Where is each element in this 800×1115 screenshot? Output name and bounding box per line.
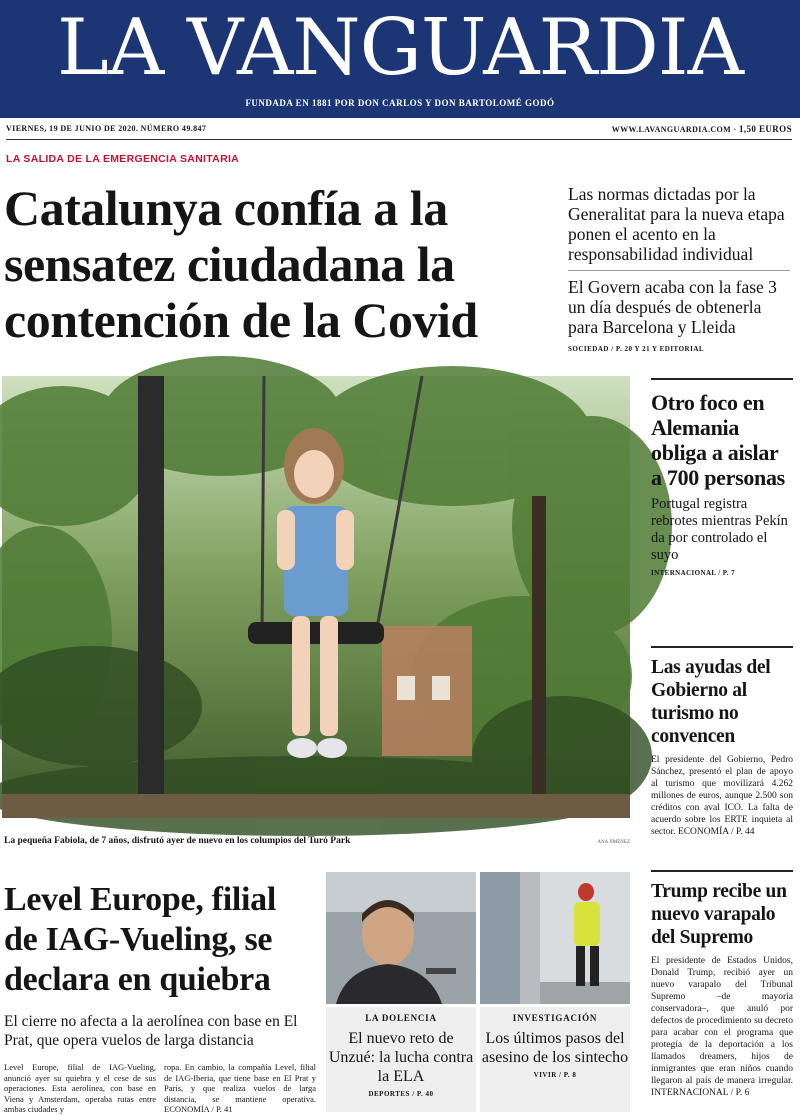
level-subheadline: El cierre no afecta a la aerolínea con base en El Prat, que opera vuelos de larga distancia bbox=[4, 1013, 298, 1049]
lead-kicker: LA SALIDA DE LA EMERGENCIA SANITARIA bbox=[6, 153, 240, 165]
story-alemania[interactable] bbox=[651, 390, 793, 577]
girl-on-swing-image bbox=[2, 376, 630, 818]
website-link[interactable]: WWW.LAVANGUARDIA.COM bbox=[611, 125, 732, 134]
masthead bbox=[0, 0, 800, 118]
newspaper-logo[interactable]: LA VANGUARDIA bbox=[57, 3, 743, 93]
teaser-sintecho[interactable] bbox=[480, 1007, 630, 1112]
teaser-unzue-ref: DEPORTES / P. 40 bbox=[368, 1090, 434, 1098]
lead-page-ref: SOCIEDAD / P. 20 Y 21 Y EDITORIAL bbox=[568, 345, 705, 353]
story-trump[interactable] bbox=[651, 880, 793, 1098]
column-rule bbox=[651, 378, 793, 380]
photo-caption: La pequeña Fabiola, de 7 años, disfrutó ayer de nuevo en los columpios del Turó Park bbox=[4, 836, 351, 846]
story-turismo-headline[interactable]: Las ayudas del Gobierno al turismo no convencen bbox=[651, 657, 771, 747]
teaser-unzue-text[interactable]: El nuevo reto de Unzué: la lucha contra la ELA bbox=[328, 1030, 474, 1085]
sintecho-cctv-image bbox=[480, 872, 630, 1004]
price-block: WWW.LAVANGUARDIA.COM · 1,50 EUROS bbox=[611, 124, 792, 134]
unzue-thumbnail[interactable] bbox=[326, 872, 476, 1004]
level-headline[interactable]: Level Europe, filial de IAG-Vueling, se declara en quiebra bbox=[4, 881, 276, 998]
lead-deck bbox=[568, 184, 790, 353]
dateline bbox=[6, 124, 792, 140]
level-body-col-1: Level Europe, filial de IAG-Vueling, anunció ayer su quiebra y el cese de sus operaciones. Esta aerolínea, con base en Viena y Amsterdam, operaba rutas entre ambas ciudades y bbox=[4, 1062, 156, 1114]
teaser-unzue-label: LA DOLENCIA bbox=[365, 1013, 437, 1023]
lead-photo[interactable] bbox=[2, 376, 630, 818]
story-alemania-headline[interactable]: Otro foco en Alemania obliga a aislar a 700 personas bbox=[651, 390, 785, 490]
issue-price: 1,50 EUROS bbox=[738, 124, 792, 134]
story-trump-headline[interactable]: Trump recibe un nuevo varapalo del Supremo bbox=[651, 881, 787, 948]
sintecho-thumbnail[interactable] bbox=[480, 872, 630, 1004]
unzue-portrait-image bbox=[326, 872, 476, 1004]
level-body-col-2: ropa. En cambio, la compañía Level, filial de IAG-Iberia, que tiene base en El Prat y París, y que realiza vuelos de larga distancia, se mantiene operativa. ECONOMÍA / P. 41 bbox=[164, 1062, 316, 1114]
story-alemania-sub: Portugal registra rebrotes mientras Pekín da por controlado el suyo bbox=[651, 496, 788, 563]
story-turismo-body: El presidente del Gobierno, Pedro Sánchez, presentó el plan de apoyo al turismo que movilizará 4.262 millones de euros, aunque 2.500 son créditos con aval ICO. La falta de acuerdo sobre los ERTE inquieta al sector. ECONOMÍA / P. 44 bbox=[651, 755, 793, 837]
photo-caption-row bbox=[4, 836, 630, 846]
issue-date: VIERNES, 19 DE JUNIO DE 2020. NÚMERO 49.847 bbox=[6, 124, 207, 133]
teaser-unzue[interactable] bbox=[326, 1007, 476, 1112]
teaser-sintecho-text[interactable]: Los últimos pasos del asesino de los sintecho bbox=[481, 1030, 629, 1066]
story-turismo[interactable] bbox=[651, 656, 793, 838]
column-rule bbox=[651, 870, 793, 872]
photo-credit: ANA JIMÉNEZ bbox=[597, 840, 630, 845]
story-alemania-ref: INTERNACIONAL / P. 7 bbox=[651, 569, 735, 577]
teaser-sintecho-label: INVESTIGACIÓN bbox=[512, 1013, 598, 1023]
masthead-motto: FUNDADA EN 1881 POR DON CARLOS Y DON BARTOLOMÉ GODÓ bbox=[245, 98, 555, 108]
lead-deck-1: Las normas dictadas por la Generalitat para la nueva etapa ponen el acento en la responsabilidad individual bbox=[568, 184, 790, 271]
teaser-sintecho-ref: VIVIR / P. 8 bbox=[533, 1071, 577, 1079]
level-body bbox=[4, 1062, 316, 1112]
lead-deck-2: El Govern acaba con la fase 3 un día después de obtenerla para Barcelona y Lleida bbox=[568, 277, 777, 337]
lead-headline[interactable]: Catalunya confía a la sensatez ciudadana la contención de la Covid bbox=[4, 180, 478, 348]
story-trump-body: El presidente de Estados Unidos, Donald Trump, recibió ayer un nuevo varapalo del Tribunal Supremo –de mayoría conservadora–, que anuló por defectos de procedimiento su decreto para acabar con el programa que protegía de la deportación a los llamados dreamers, hijos de inmigrantes que eran niños cuando llegaron al país de manera irregular. INTERNACIONAL / P. 6 bbox=[651, 956, 793, 1098]
column-rule bbox=[651, 646, 793, 648]
